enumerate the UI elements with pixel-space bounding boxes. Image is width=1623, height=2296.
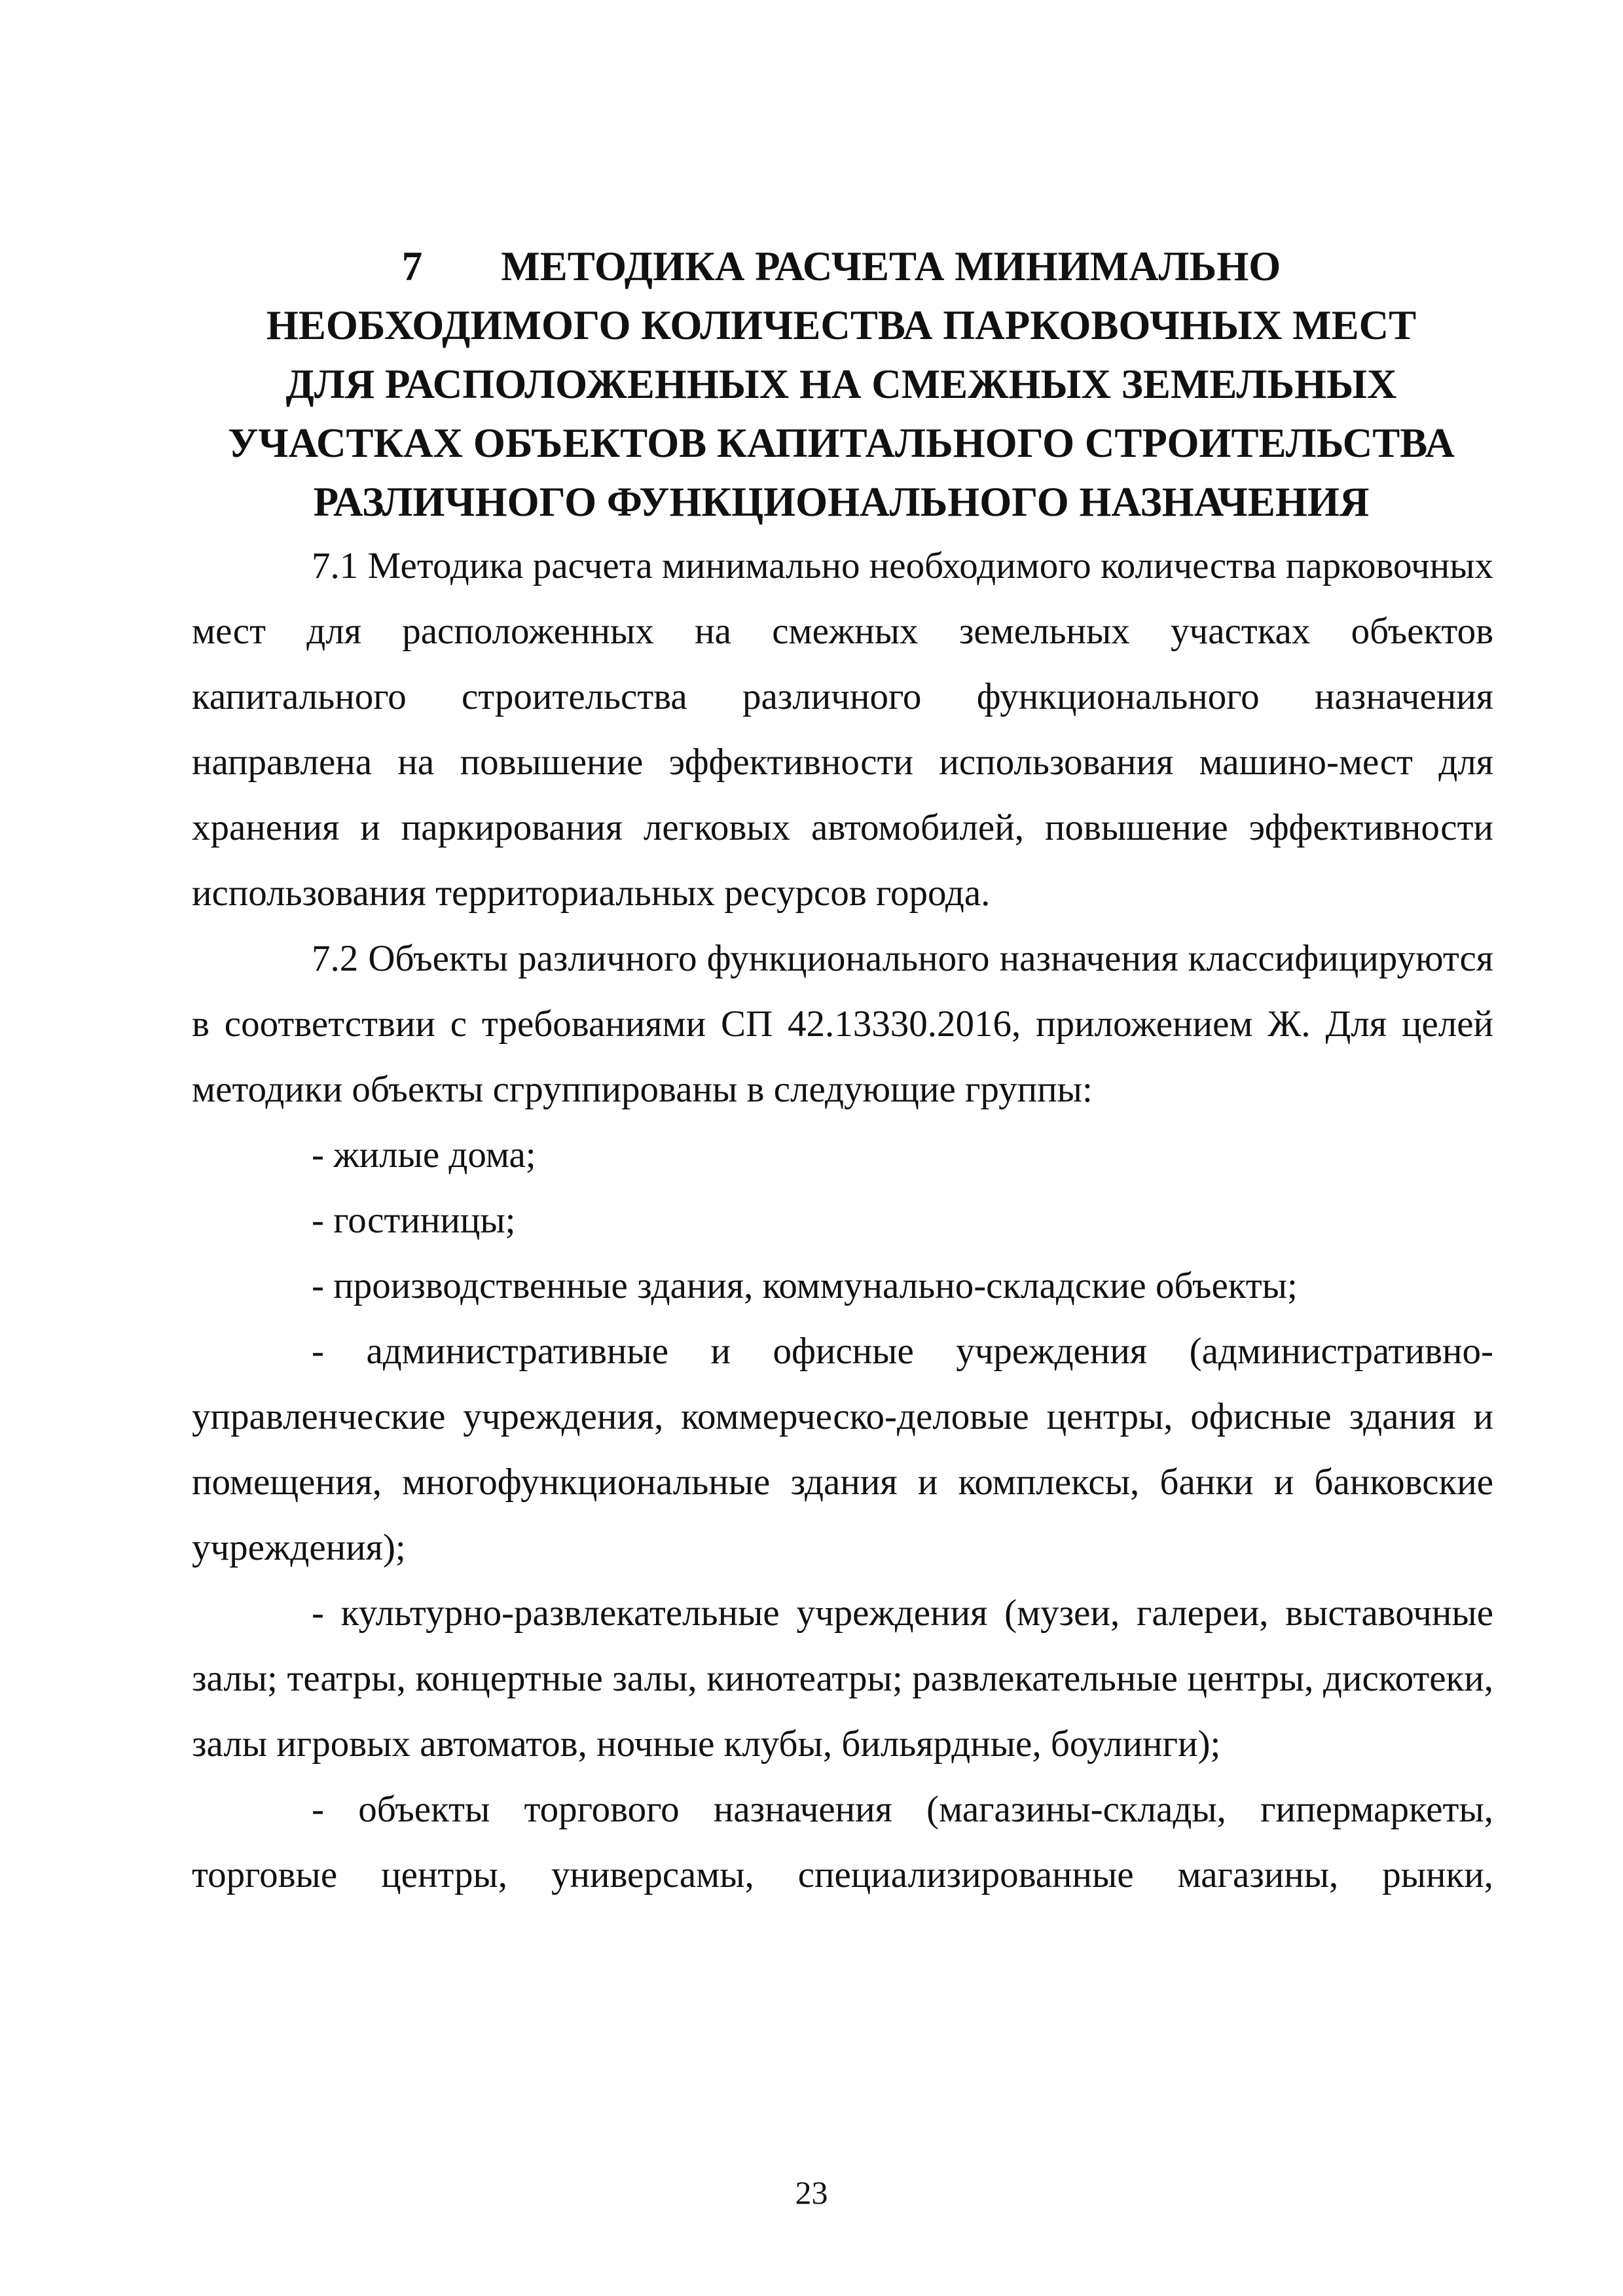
heading-line-1	[190, 237, 1493, 296]
heading-line-4: УЧАСТКАХ ОБЪЕКТОВ КАПИТАЛЬНОГО СТРОИТЕЛЬСТВА	[228, 420, 1455, 466]
body-text	[192, 533, 1493, 1908]
paragraph-7-2: 7.2 Объекты различного функционального назначения классифицируются в соответствии с требованиями СП 42.13330.2016, приложением Ж. Для целей методики объекты сгруппированы в следующие группы:	[192, 938, 1493, 1110]
paragraph-7-1: 7.1 Методика расчета минимально необходимого количества парковочных мест для расположенных на смежных земельных участках объектов капитального строительства различного функционального назначения направлена на повышение эффективности использования машино-мест для хранения и паркирования легковых автомобилей, повышение эффективности использования территориальных ресурсов города.	[192, 545, 1493, 914]
list-item: - жилые дома;	[312, 1134, 536, 1175]
heading-line-3: ДЛЯ РАСПОЛОЖЕННЫХ НА СМЕЖНЫХ ЗЕМЕЛЬНЫХ	[285, 361, 1397, 407]
section-number: 7	[401, 243, 423, 289]
section-heading	[190, 237, 1493, 531]
list-item: - административные и офисные учреждения (административно-управленческие учреждения, коммерческо-деловые центры, офисные здания и помещения, многофункциональные здания и комплексы, банки и банковские учреждения);	[192, 1331, 1493, 1568]
list-item: - культурно-развлекательные учреждения (музеи, галереи, выставочные залы; театры, концертные залы, кинотеатры; развлекательные центры, дискотеки, залы игровых автоматов, ночные клубы, бильярдные, боулинги);	[192, 1592, 1493, 1765]
heading-line-1-text: МЕТОДИКА РАСЧЕТА МИНИМАЛЬНО	[501, 243, 1281, 289]
heading-line-2: НЕОБХОДИМОГО КОЛИЧЕСТВА ПАРКОВОЧНЫХ МЕСТ	[266, 302, 1417, 348]
list-item: - гостиницы;	[312, 1200, 516, 1241]
list-item: - производственные здания, коммунально-складские объекты;	[312, 1265, 1298, 1306]
page-number: 23	[795, 2174, 828, 2211]
list-item: - объекты торгового назначения (магазины-склады, гипермаркеты, торговые центры, универсамы, специализированные магазины, рынки,	[192, 1789, 1493, 1895]
heading-line-5: РАЗЛИЧНОГО ФУНКЦИОНАЛЬНОГО НАЗНАЧЕНИЯ	[313, 479, 1370, 525]
